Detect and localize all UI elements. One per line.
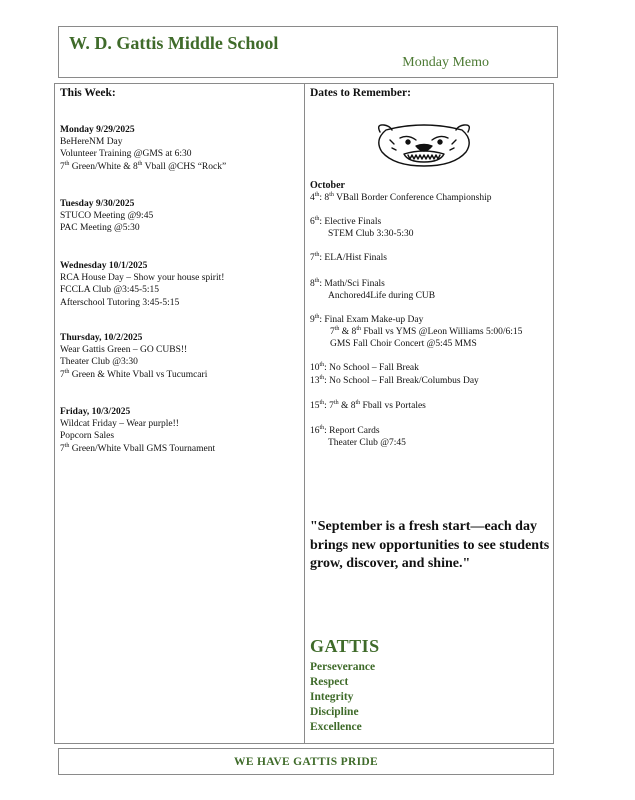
month-heading: October	[310, 180, 345, 191]
date-oct-4: 4th: 8th VBall Border Conference Championship	[310, 191, 492, 203]
trait-integrity: Integrity	[310, 691, 354, 703]
date-oct-13: 13th: No School – Fall Break/Columbus Day	[310, 374, 479, 386]
day-title: Friday, 10/3/2025	[60, 407, 131, 417]
day-line: Wear Gattis Green – GO CUBS!!	[60, 345, 188, 356]
day-title: Tuesday 9/30/2025	[60, 199, 135, 209]
day-tuesday	[60, 198, 153, 235]
day-line: BeHereNM Day	[60, 137, 123, 148]
trait-respect: Respect	[310, 676, 349, 688]
day-line: Theater Club @3:30	[60, 357, 138, 368]
day-title: Thursday, 10/2/2025	[60, 333, 143, 343]
day-line: 7th Green/White & 8th Vball @CHS “Rock”	[60, 160, 227, 172]
date-oct-7: 7th: ELA/Hist Finals	[310, 251, 387, 263]
day-line: Popcorn Sales	[60, 431, 115, 442]
school-name: W. D. Gattis Middle School	[69, 33, 279, 53]
day-line: Afterschool Tutoring 3:45-5:15	[60, 297, 180, 308]
date-oct-6: 6th: Elective Finals STEM Club 3:30-5:30	[310, 215, 414, 240]
day-monday	[60, 124, 226, 173]
memo-label: Monday Memo	[402, 55, 489, 70]
bear-mascot-icon	[370, 120, 478, 168]
date-oct-15: 15th: 7th & 8th Fball vs Portales	[310, 399, 426, 411]
date-oct-9: 9th: Final Exam Make-up Day 7th & 8th Fball vs YMS @Leon Williams 5:00/6:15 GMS Fall Choir Concert @5:45 MMS	[310, 313, 523, 350]
day-title: Monday 9/29/2025	[60, 125, 135, 135]
day-line: 7th Green & White Vball vs Tucumcari	[60, 368, 208, 380]
day-line: FCCLA Club @3:45-5:15	[60, 285, 160, 296]
date-oct-16: 16th: Report Cards Theater Club @7:45	[310, 424, 406, 449]
day-line: 7th Green/White Vball GMS Tournament	[60, 442, 216, 454]
date-oct-10: 10th: No School – Fall Break	[310, 361, 419, 373]
trait-excellence: Excellence	[310, 721, 362, 733]
footer-box	[58, 748, 554, 775]
day-line: STUCO Meeting @9:45	[60, 211, 154, 222]
day-thursday	[60, 332, 207, 381]
column-divider	[304, 84, 305, 743]
day-line: Volunteer Training @GMS at 6:30	[60, 149, 192, 160]
gattis-acronym-title: GATTIS	[310, 636, 380, 656]
footer-slogan: WE HAVE GATTIS PRIDE	[234, 755, 378, 768]
header-box	[58, 26, 558, 78]
day-line: Wildcat Friday – Wear purple!!	[60, 419, 179, 430]
day-wednesday	[60, 260, 224, 309]
day-line: PAC Meeting @5:30	[60, 223, 140, 234]
main-table	[54, 83, 554, 744]
day-line: RCA House Day – Show your house spirit!	[60, 273, 225, 284]
dates-heading: Dates to Remember:	[310, 87, 411, 99]
trait-perseverance: Perseverance	[310, 661, 376, 673]
this-week-heading: This Week:	[60, 87, 116, 99]
monthly-quote: "September is a fresh start—each day brings new opportunities to see students grow, discover, and shine."	[310, 519, 550, 571]
date-oct-8: 8th: Math/Sci Finals Anchored4Life during CUB	[310, 277, 436, 302]
day-title: Wednesday 10/1/2025	[60, 261, 148, 271]
trait-discipline: Discipline	[310, 706, 359, 718]
day-friday	[60, 406, 215, 455]
